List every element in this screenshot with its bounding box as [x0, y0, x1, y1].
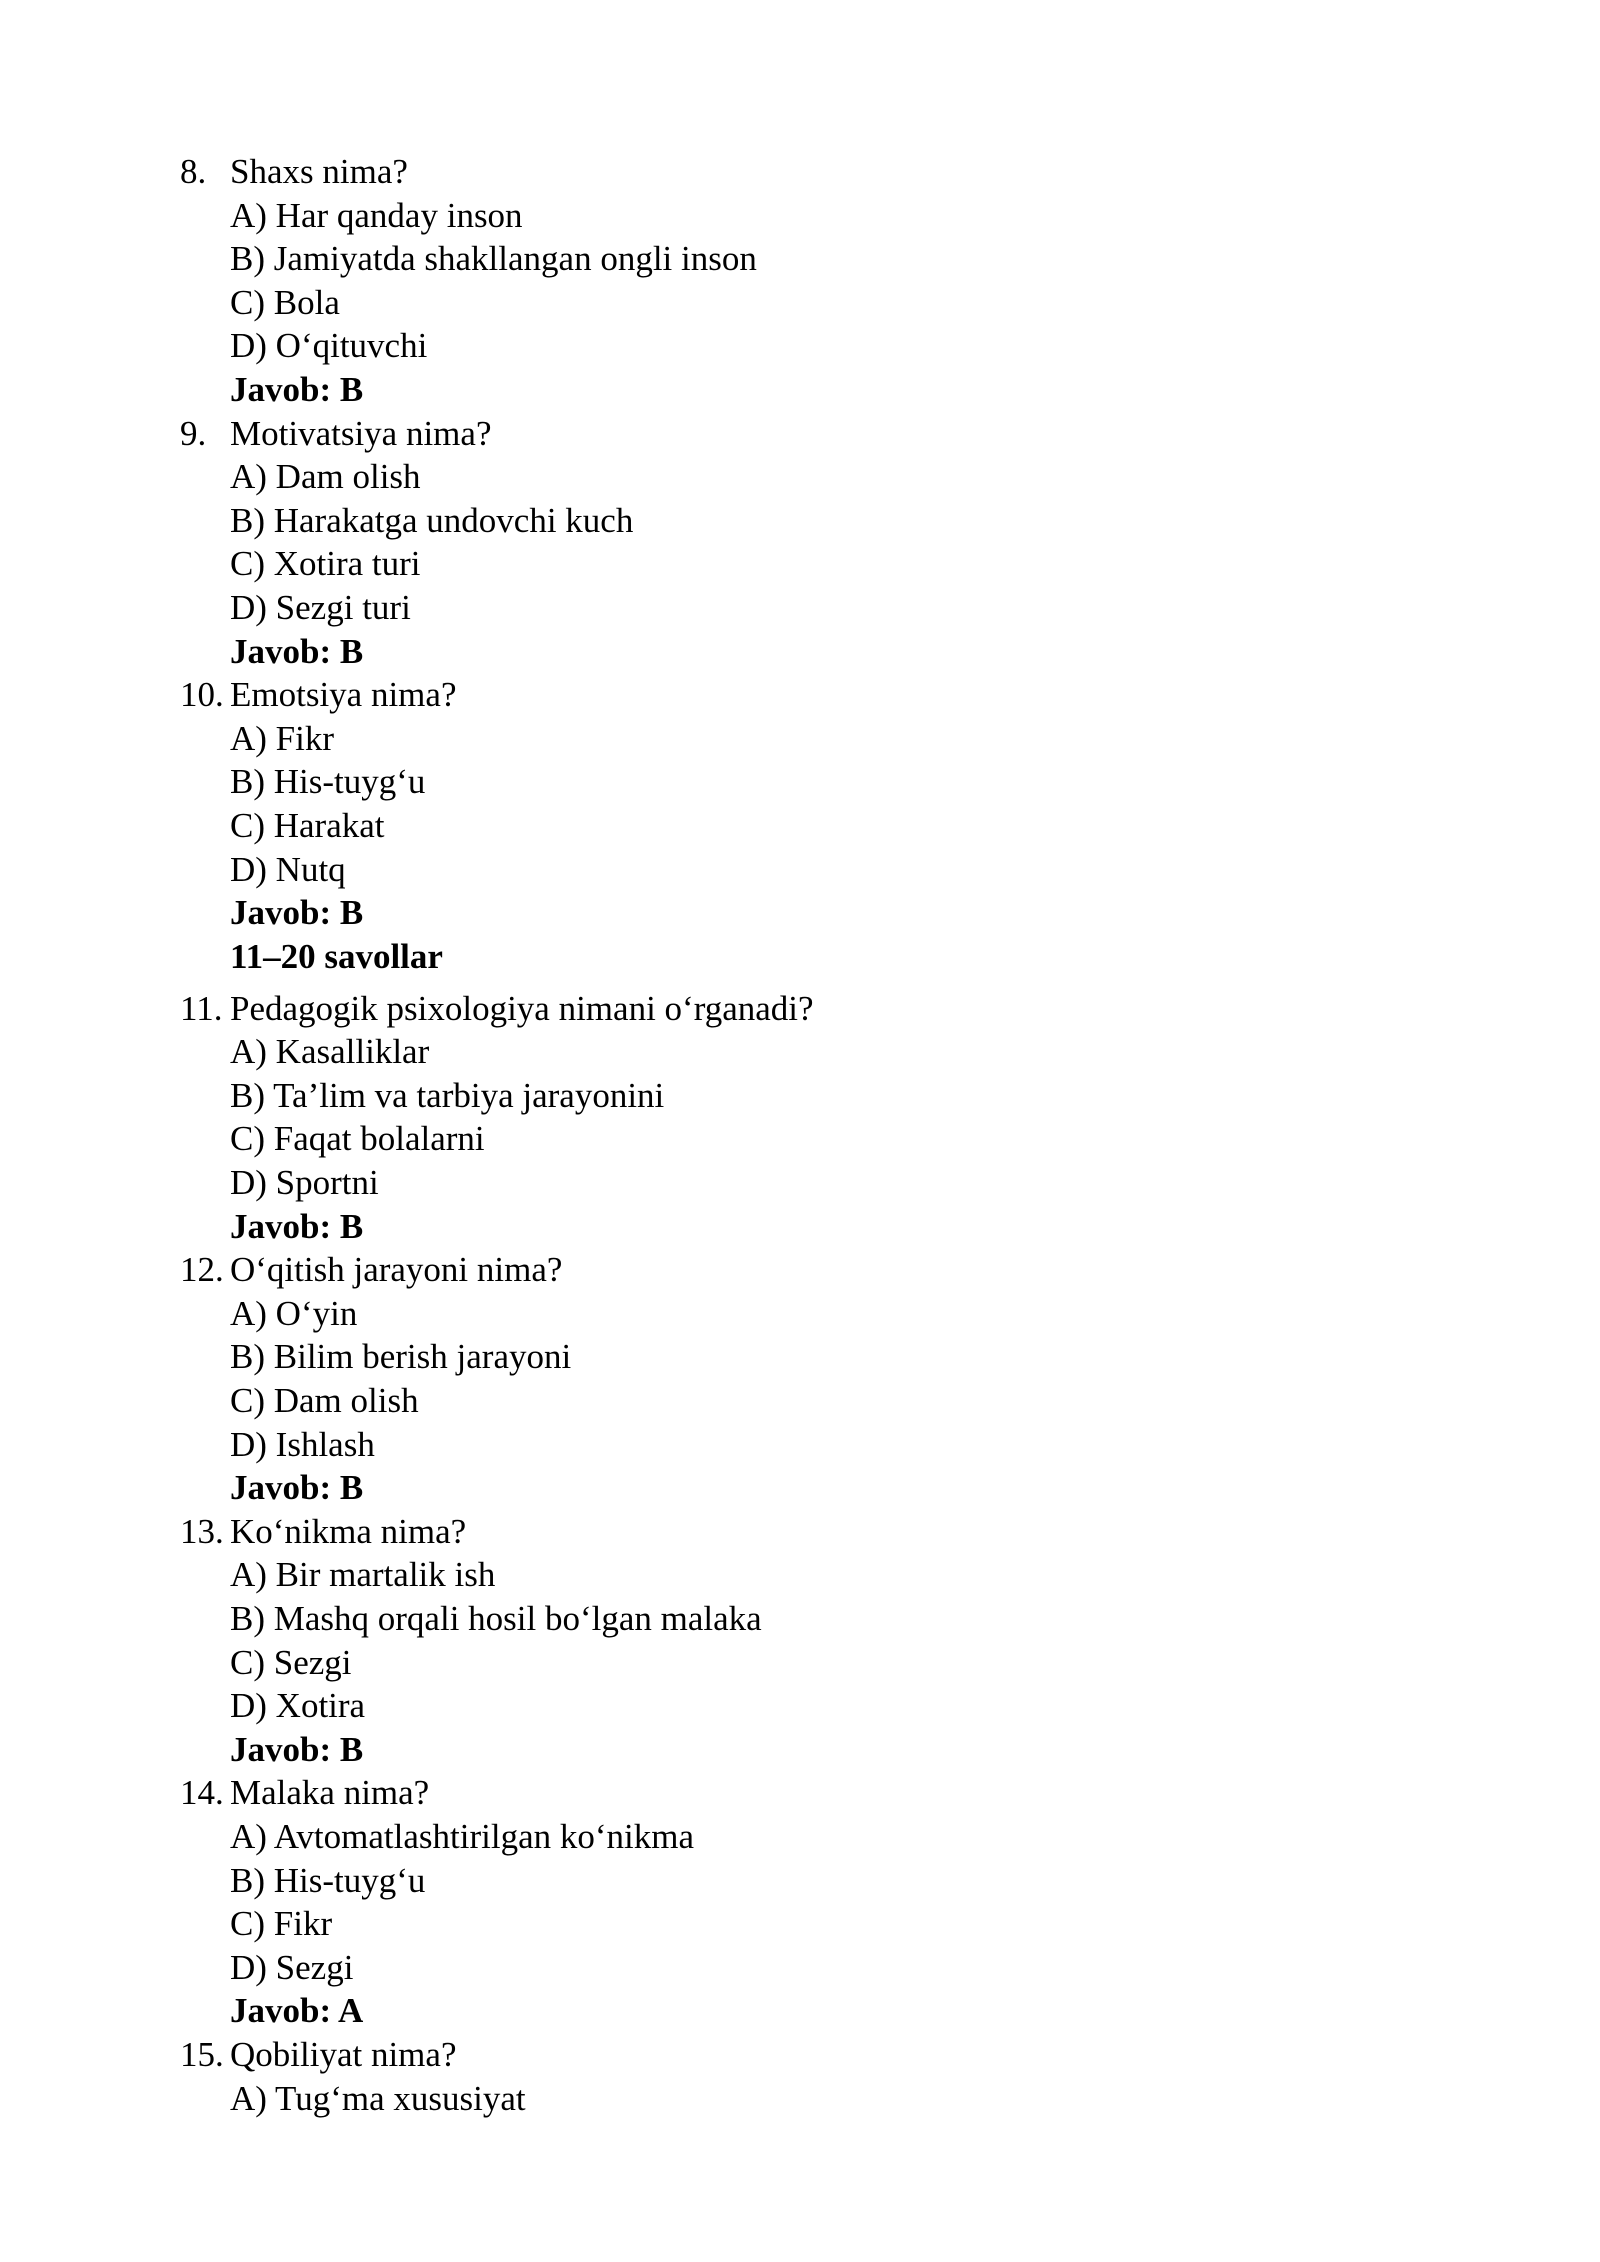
- option-line: [0, 1859, 1600, 1903]
- option-line: [0, 455, 1600, 499]
- question-line: [0, 1510, 1600, 1554]
- option-line: [0, 194, 1600, 238]
- answer-option: D) Sportni: [230, 1163, 379, 1203]
- option-line: [0, 237, 1600, 281]
- answer-option: C) Fikr: [230, 1904, 333, 1944]
- option-line: [0, 499, 1600, 543]
- answer-option: A) Fikr: [230, 718, 335, 758]
- question-number: 8.: [180, 152, 207, 191]
- question-number: 13.: [180, 1511, 224, 1551]
- answer-option: B) Harakatga undovchi kuch: [230, 500, 634, 540]
- question-line: [0, 1771, 1600, 1815]
- question-number: 9.: [180, 413, 207, 453]
- question-number: 10.: [180, 675, 224, 715]
- option-line: [0, 1902, 1600, 1946]
- option-line: [0, 1815, 1600, 1859]
- option-line: [0, 1641, 1600, 1685]
- option-line: [0, 1292, 1600, 1336]
- option-line: [0, 1161, 1600, 1205]
- answer-option: A) Har qanday inson: [230, 195, 523, 235]
- answer-option: A) Bir martalik ish: [230, 1555, 496, 1595]
- question-line: [0, 673, 1600, 717]
- question-text: O‘qitish jarayoni nima?: [230, 1250, 563, 1290]
- answer-option: C) Xotira turi: [230, 544, 421, 584]
- answer-option: C) Dam olish: [230, 1381, 419, 1421]
- option-line: [0, 1553, 1600, 1597]
- question-text: Emotsiya nima?: [230, 675, 457, 715]
- option-line: [0, 2077, 1600, 2121]
- question-text: Qobiliyat nima?: [230, 2034, 457, 2074]
- answer-option: C) Bola: [230, 282, 340, 322]
- option-line: [0, 1684, 1600, 1728]
- section-heading: 11–20 savollar: [230, 936, 443, 976]
- option-line: [0, 760, 1600, 804]
- question-number: 15.: [180, 2034, 224, 2074]
- question-line: [0, 987, 1600, 1031]
- answer-option: A) O‘yin: [230, 1293, 358, 1333]
- question-number: 12.: [180, 1250, 224, 1290]
- answer-option: B) Mashq orqali hosil bo‘lgan malaka: [230, 1599, 762, 1638]
- option-line: [0, 848, 1600, 892]
- option-line: [0, 281, 1600, 325]
- question-text: Ko‘nikma nima?: [230, 1511, 467, 1551]
- option-line: [0, 1423, 1600, 1467]
- question-number: 14.: [180, 1773, 224, 1813]
- question-number: 11.: [180, 988, 223, 1028]
- option-line: [0, 717, 1600, 761]
- option-line: [0, 1074, 1600, 1118]
- question-list: [0, 150, 1600, 2120]
- question-text: Pedagogik psixologiya nimani o‘rganadi?: [230, 988, 814, 1028]
- answer-line: [0, 630, 1600, 674]
- answer-option: B) His-tuyg‘u: [230, 762, 426, 802]
- answer-option: A) Tug‘ma xususiyat: [230, 2078, 526, 2118]
- answer-line: [0, 1989, 1600, 2033]
- correct-answer: Javob: B: [230, 893, 364, 933]
- document-page: [0, 150, 1600, 2120]
- question-line: [0, 150, 1600, 194]
- answer-option: C) Faqat bolalarni: [230, 1119, 485, 1159]
- question-line: [0, 1248, 1600, 1292]
- answer-option: D) Sezgi turi: [230, 587, 411, 627]
- option-line: [0, 1379, 1600, 1423]
- correct-answer: Javob: A: [230, 1991, 364, 2031]
- question-line: [0, 412, 1600, 456]
- option-line: [0, 542, 1600, 586]
- option-line: [0, 324, 1600, 368]
- answer-option: B) His-tuyg‘u: [230, 1860, 426, 1900]
- option-line: [0, 1030, 1600, 1074]
- answer-line: [0, 368, 1600, 412]
- correct-answer: Javob: B: [230, 1206, 364, 1246]
- correct-answer: Javob: B: [230, 1468, 364, 1508]
- option-line: [0, 804, 1600, 848]
- answer-line: [0, 891, 1600, 935]
- option-line: [0, 1117, 1600, 1161]
- answer-option: D) Ishlash: [230, 1424, 375, 1464]
- answer-option: D) O‘qituvchi: [230, 326, 428, 366]
- answer-option: C) Sezgi: [230, 1642, 352, 1682]
- answer-line: [0, 1205, 1600, 1249]
- answer-option: A) Dam olish: [230, 457, 421, 497]
- option-line: [0, 1335, 1600, 1379]
- answer-option: A) Avtomatlashtirilgan ko‘nikma: [230, 1816, 694, 1856]
- answer-option: B) Ta’lim va tarbiya jarayonini: [230, 1075, 665, 1115]
- option-line: [0, 1946, 1600, 1990]
- answer-line: [0, 1466, 1600, 1510]
- correct-answer: Javob: B: [230, 631, 364, 671]
- question-text: Motivatsiya nima?: [230, 413, 492, 453]
- answer-option: D) Xotira: [230, 1686, 366, 1726]
- question-line: [0, 2033, 1600, 2077]
- correct-answer: Javob: B: [230, 1729, 364, 1769]
- answer-option: B) Jamiyatda shakllangan ongli inson: [230, 239, 757, 279]
- answer-option: A) Kasalliklar: [230, 1032, 430, 1072]
- option-line: [0, 586, 1600, 630]
- question-text: Shaxs nima?: [230, 152, 408, 191]
- answer-option: B) Bilim berish jarayoni: [230, 1337, 572, 1377]
- section-heading-line: [0, 935, 1600, 987]
- answer-option: C) Harakat: [230, 805, 385, 845]
- option-line: [0, 1597, 1600, 1641]
- answer-option: D) Nutq: [230, 849, 346, 889]
- correct-answer: Javob: B: [230, 369, 364, 409]
- answer-option: D) Sezgi: [230, 1947, 354, 1987]
- answer-line: [0, 1728, 1600, 1772]
- question-text: Malaka nima?: [230, 1773, 430, 1813]
